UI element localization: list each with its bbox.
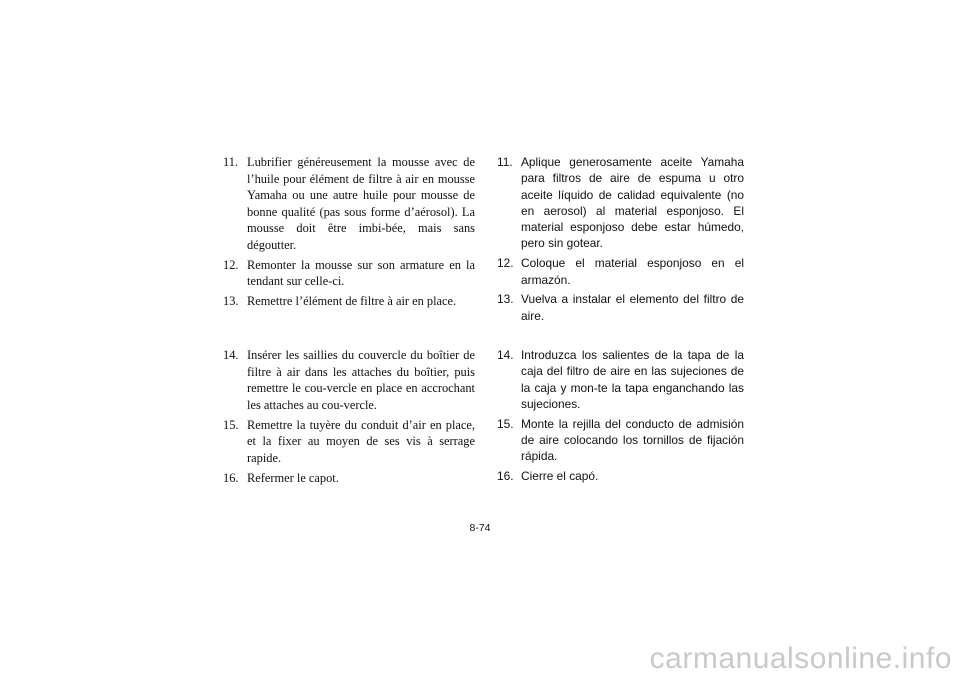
step-text: Remettre la tuyère du conduit d’air en place, et la fixer au moyen de ses vis à serrage rapide. [247,417,475,465]
step-number: 15. [223,417,239,432]
step-text: Refermer le capot. [247,470,339,485]
step-number: 13. [497,292,514,307]
french-step-14 [223,347,475,413]
step-number: 16. [497,469,514,484]
step-text: Monte la rejilla del conducto de admisión de aire colocando los tornillos de fijación rápida. [521,416,744,464]
step-text: Lubrifier généreusement la mousse avec de l’huile pour élément de filtre à air en mousse Yamaha ou une autre huile pour mousse de bonne qualité (pas sous forme d’aérosol). La mousse doit être imbi-bée, mais sans dégoutter. [247,155,475,252]
spanish-step-12 [497,255,744,288]
french-step-13 [223,293,475,310]
page-number: 8-74 [469,522,491,534]
step-number: 15. [497,416,514,431]
spanish-steps-11-13 [497,154,744,327]
step-text: Remettre l’élément de filtre à air en place. [247,294,457,308]
spanish-step-16 [497,468,744,484]
spanish-step-14 [497,347,744,412]
step-text: Coloque el material esponjoso en el armazón. [521,256,744,287]
spanish-steps-14-16 [497,347,744,488]
step-number: 12. [223,257,239,272]
step-number: 13. [223,294,239,308]
french-step-11 [223,154,475,253]
step-text: Insérer les saillies du couvercle du boîtier de filtre à air dans les attaches du boîtier, puis remettre le cou-vercle en place en accrochant les attaches au cou-vercle. [247,348,475,412]
french-steps-11-13 [223,154,475,313]
step-number: 14. [497,348,514,362]
step-text: Remonter la mousse sur son armature en la tendant sur celle-ci. [247,257,475,288]
step-text: Introduzca los salientes de la tapa de la caja del filtro de aire en las sujeciones de la caja y mon-te la tapa enganchando las sujeciones. [521,348,744,411]
french-step-12 [223,257,475,290]
step-text: Aplique generosamente aceite Yamaha para filtros de aire de espuma u otro aceite líquido de calidad equivalente (no en aerosol) al material esponjoso. El material esponjoso debe estar húmedo, pero sin gotear. [521,155,744,251]
step-text: Cierre el capó. [521,469,599,484]
spanish-step-11 [497,154,744,252]
step-number: 14. [223,348,239,362]
french-steps-14-16 [223,347,475,490]
spanish-step-13 [497,291,744,324]
spanish-step-15 [497,416,744,465]
french-step-15 [223,417,475,467]
step-number: 11. [497,155,513,169]
watermark: carmanualsonline.info [649,642,952,675]
french-step-16 [223,470,475,487]
step-number: 11. [223,155,239,169]
step-text: Vuelva a instalar el elemento del filtro de aire. [521,292,744,323]
step-number: 16. [223,470,239,485]
step-number: 12. [497,256,514,271]
